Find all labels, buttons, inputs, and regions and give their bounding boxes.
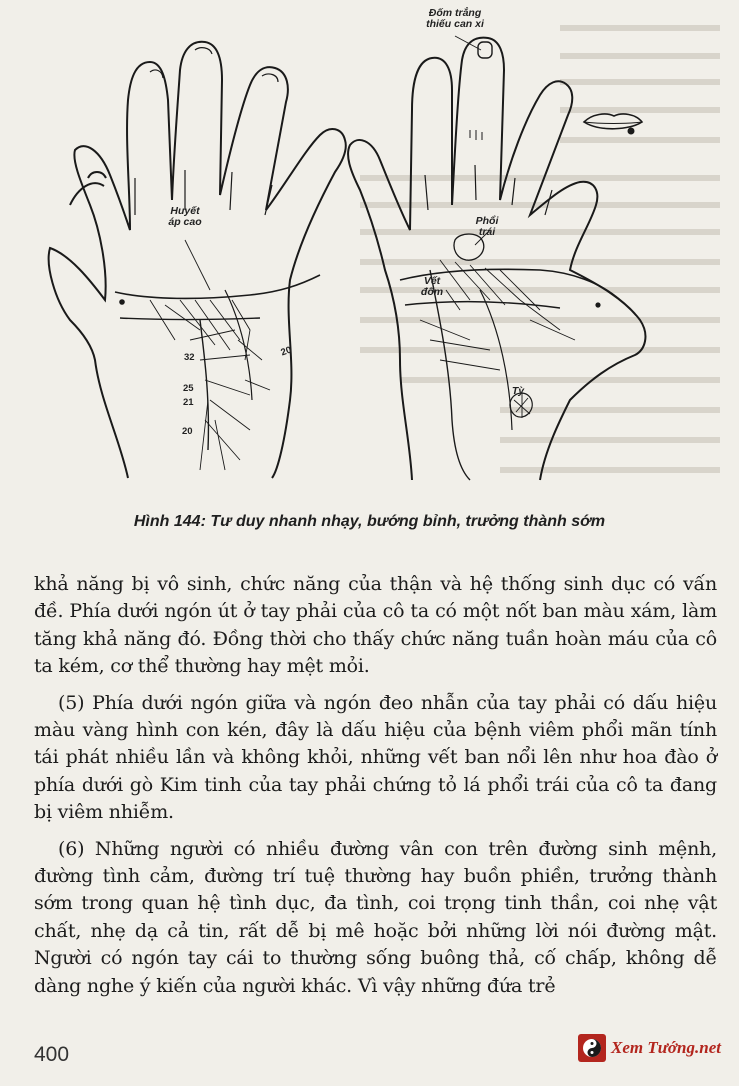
right-hand: [348, 38, 645, 480]
age-mark-25: 25: [183, 383, 194, 394]
label-hypertension: Huyết áp cao: [168, 205, 202, 228]
left-hand: [49, 42, 346, 478]
label-left-lung: Phổi trái: [475, 215, 499, 238]
brand-watermark[interactable]: [578, 1033, 721, 1063]
label-spleen: Tỳ: [511, 385, 525, 397]
hands-illustration: [0, 0, 739, 505]
page-number: 400: [34, 1043, 70, 1066]
yin-yang-icon: [578, 1034, 606, 1062]
brand-name: Xem Tướng.net: [611, 1038, 721, 1057]
paragraph: (6) Những người có nhiều đường vân con trên đường sinh mệnh, đường tình cảm, đường trí tuệ thường hay buồn phiền, trưởng thành sớm trong quan hệ tình dục, đa tình, coi trọng tinh thần, coi nhẹ vật chất, nhẹ dạ cả tin, rất dễ bị mê hoặc bởi những lời nói đường mật. Người có ngón tay cái to thường sống buông thả, cố chấp, không dễ dàng nghe ý kiến của người khác. Vì vậy những đứa trẻ: [34, 837, 717, 997]
age-mark-20-side: 20: [279, 344, 294, 359]
label-pointers: [185, 36, 490, 310]
age-mark-21: 21: [183, 397, 194, 408]
age-mark-32: 32: [184, 352, 195, 363]
label-spot: Vết đốm: [420, 275, 444, 298]
figure-caption: Hình 144: Tư duy nhanh nhạy, bướng bỉnh, trưởng thành sớm: [133, 513, 606, 530]
paragraph: khả năng bị vô sinh, chức năng của thận và hệ thống sinh dục có vấn đề. Phía dưới ngón út ở tay phải của cô ta có một nốt ban màu xám, làm tăng khả năng đó. Đồng thời cho thấy chức năng tuần hoàn máu của cô ta kém, cơ thể thường hay mệt mỏi.: [34, 573, 717, 678]
label-white-spot: Đốm trắng thiếu can xi: [426, 7, 484, 30]
age-mark-20: 20: [182, 426, 193, 437]
paragraph: (5) Phía dưới ngón giữa và ngón đeo nhẫn của tay phải có dấu hiệu màu vàng hình con kén, đây là dấu hiệu của bệnh viêm phổi mãn tính tái phát nhiều lần và không khỏi, những vết ban nổi lên như hoa đào ở phía dưới gò Kim tinh của tay phải chứng tỏ lá phổi trái của cô ta đang bị viêm nhiễm.: [34, 691, 717, 824]
palm-figure: [0, 0, 739, 505]
body-text: [34, 571, 717, 1009]
lips-diagram: [584, 114, 642, 135]
